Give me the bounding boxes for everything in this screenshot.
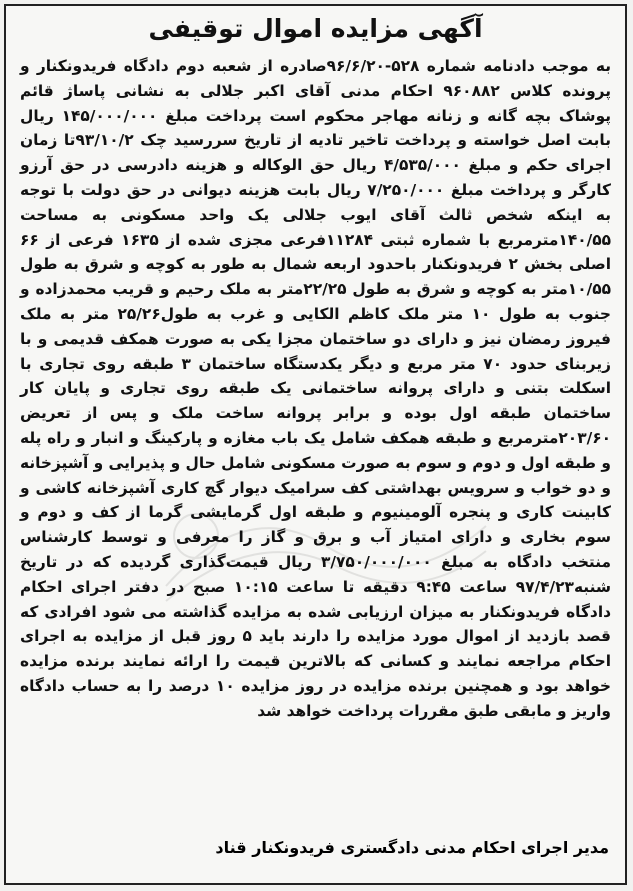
notice-title: آگهی مزایده اموال توقیفی [148, 14, 483, 43]
notice-signature: مدیر اجرای احکام مدنی دادگستری فریدونکنار قناد [215, 838, 609, 857]
notice-frame [4, 4, 627, 885]
notice-body: به موجب دادنامه شماره ۵۲۸-۹۶/۶/۲۰صادره از شعبه دوم دادگاه فریدونکنار و پرونده کلاس ۹۶۰۸۸۲ احکام مدنی آقای اکبر جلالی به نشانی پاساژ قائم پوشاک بچه گانه و زنانه مهاجر محکوم است پرداخت مبلغ ۱۴۵/۰۰۰/۰۰۰ ریال بابت اصل خواسته و پرداخت تاخیر تادیه از تاریخ سررسید چک ۹۳/۱۰/۲تا زمان اجرای حکم و مبلغ ۴/۵۳۵/۰۰۰ ریال حق الوکاله و هزینه دادرسی در حق آرزو کارگر و پرداخت مبلغ ۷/۲۵۰/۰۰۰ ریال بابت هزینه دیوانی در حق دولت با توجه به اینکه شخص ثالث آقای ایوب جلالی یک واحد مسکونی به مساحت ۱۴۰/۵۵مترمربع با شماره ثبتی ۱۱۲۸۴فرعی مجزی شده از ۱۶۳۵ فرعی از ۶۶ اصلی بخش ۲ فریدونکنار باحدود اربعه شمال به طور به کوچه و شرق به طول ۱۰/۵۵متر به کوچه و شرق به طول ۲۲/۲۵متر به ملک رحیم و قریب محمدزاده و جنوب به طول ۱۰ متر ملک کاظم الکایی و غرب به طول۲۵/۲۶ متر به ملک فیروز رمضان نیز و دارای دو ساختمان مجزا یکی به صورت همکف قدیمی و با زیربنای حدود ۷۰ متر مربع و دیگر یکدستگاه ساختمان ۳ طبقه روی تجاری با اسکلت بتنی و دارای پروانه ساختمانی یک طبقه روی تجاری و پایان کار ساختمان طبقه اول بوده و برابر پروانه ساخت ملک و پس از تعریض ۲۰۳/۶۰مترمربع و طبقه همکف شامل یک باب مغازه و پارکینگ و انبار و راه پله و طبقه اول و دوم و سوم به صورت مسکونی شامل حال و پذیرایی و آشپزخانه و دو خواب و سرویس بهداشتی کف سرامیک دیوار گچ کاری آشپزخانه کاشی و کابینت کاری و پنجره آلومینیوم و طبقه اول گرمایشی گرما از کف و دوم و سوم بخاری و دارای امتیاز آب و برق و گاز را معرفی و توسط کارشناس منتخب دادگاه به مبلغ ۳/۷۵۰/۰۰۰/۰۰۰ ریال قیمت‌گذاری گردیده که در تاریخ شنبه۹۷/۴/۲۳ ساعت ۹:۴۵ دقیقه تا ساعت ۱۰:۱۵ صبح در دفتر اجرای احکام دادگاه فریدونکنار به میزان ارزیابی شده به مزایده گذاشته می شود افرادی که قصد بازدید از اموال مورد مزایده را دارند باید ۵ روز قبل از مزایده به اجرای احکام مراجعه نمایند و کسانی که بالاترین قیمت را ارائه نمایند برنده مزایده خواهد بود و همچنین برنده مزایده در روز مزایده ۱۰ درصد را به حساب دادگاه واریز و مابقی طبق مقررات پرداخت خواهد شد [20, 57, 612, 720]
